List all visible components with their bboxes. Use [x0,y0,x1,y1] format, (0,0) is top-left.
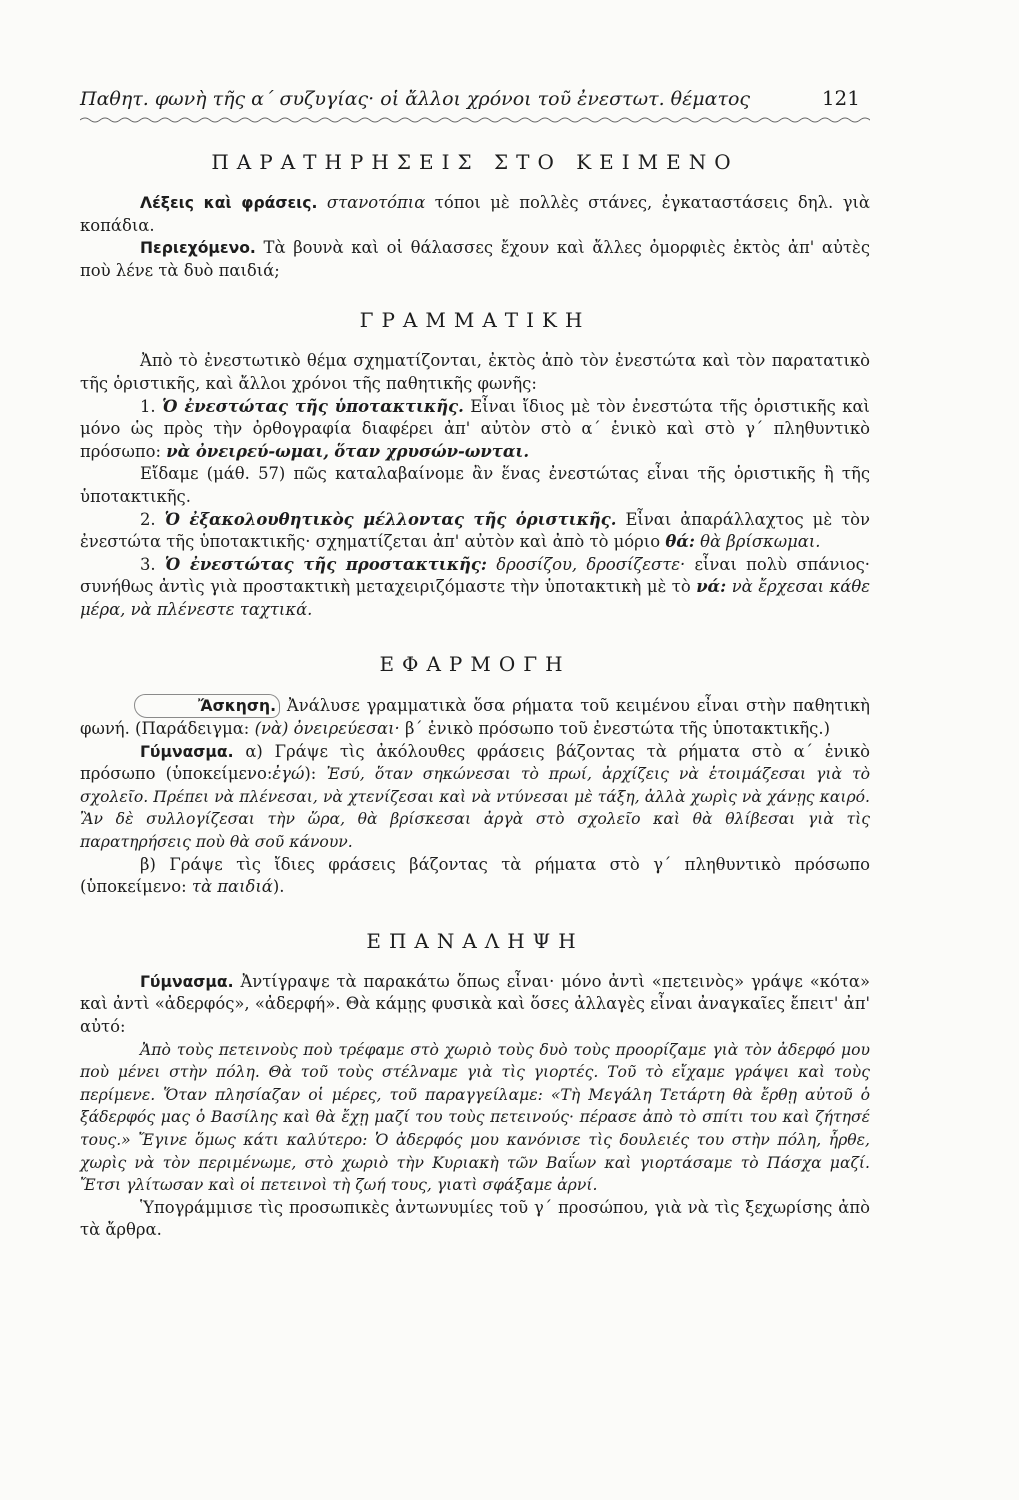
exercise-label: Ἄσκηση. [134,694,280,719]
grammar-intro: Ἀπὸ τὸ ἐνεστωτικὸ θέμα σχηματίζονται, ἐκτὸς ἀπὸ τὸν ἐνεστώτα καὶ τὸν παρατατικὸ τῆς ὁριστικῆς, καὶ ἄλλοι χρόνοι τῆς παθητικῆς φωνῆς: [80,351,870,393]
content-label: Περιεχόμενο. [140,239,256,258]
vocab-definition: τόποι μὲ πολλὲς στάνες, ἐγκαταστάσεις δηλ. γιὰ κοπάδια. [80,193,870,235]
drill-b-close: ). [272,877,285,897]
review-underline-task: Ὑπογράμμισε τὶς προσωπικὲς ἀντωνυμίες τοῦ γ΄ προσώπου, γιὰ νὰ τὶς ξεχωρίσης ἀπὸ τὰ ἄρθρα. [80,1197,870,1240]
running-header [80,88,870,118]
drill-a-text: α) Γράψε τὶς ἀκόλουθες φράσεις βάζοντας τὰ ρήματα στὸ α΄ ἑνικὸ πρόσωπο (ὑποκείμενο: [80,741,870,784]
item-3-example: δροσίζου, δροσίζεστε· [496,554,686,574]
drill-a-example: Ἐσύ, ὅταν σηκώνεσαι τὸ πρωί, ἀρχίζεις νὰ ἑτοιμάζεσαι γιὰ τὸ σχολεῖο. Πρέπει νὰ πλένεσαι, νὰ χτενίζεσαι καὶ νὰ ντύνεσαι μὲ τάξη, ἀλλὰ χωρὶς νὰ χάνῃς καιρό. Ἂν δὲ συλλογίζεσαι τὴν ὥρα, θὰ βρίσκεσαι ἀργὰ στὸ σχολεῖο καὶ θὰ θλίβεσαι γιὰ τὶς παρατηρήσεις ποὺ θὰ σοῦ κάνουν. [80,765,870,852]
grammar-item-2 [80,509,870,554]
page-number: 121 [821,86,860,110]
item-3-number: 3. [140,554,156,574]
section-title-review: ΕΠΑΝΑΛΗΨΗ [366,928,584,953]
item-2-particle: θά: [665,532,695,552]
review-drill [80,971,870,1039]
wavy-rule-ornament [80,116,870,124]
vocab-term: στανοτόπια [326,193,426,212]
item-1-example-2: ὅταν χρυσών-ωνται. [334,441,530,461]
drill-a-subject: ἐγώ [272,764,305,784]
review-passage: Ἀπὸ τοὺς πετεινοὺς ποὺ τρέφαμε στὸ χωριὸ τοὺς δυὸ τοὺς προορίζαμε γιὰ τὸν ἀδερφό μου ποὺ μένει στὴν πόλη. Θὰ τοῦ τοὺς στέλναμε γιὰ τὶς γιορτές. Τοῦ τὸ εἴχαμε γράψει καὶ τοὺς περίμενε. Ὅταν πλησίαζαν οἱ μέρες, τοῦ παραγγείλαμε: «Τὴ Μεγάλη Τετάρτη θὰ ἔρθῃ αὐτοῦ ὁ ξάδερφός μας ὁ Βασίλης καὶ θὰ ἔχῃ μαζί του τοὺς πετεινούς· πέρασε ἀπὸ τὸ σπίτι του καὶ ζήτησέ τους.» Ἔγινε ὅμως κάτι καλύτερο: Ὁ ἀδερφός μου κανόνισε τὶς δουλειές του στὴν πόλη, ἦρθε, χωρὶς νὰ τὸν περιμένωμε, στὸ χωριὸ τὴν Κυριακὴ τῶν Βαΐων καὶ γιορτάσαμε τὸ Πάσχα μαζί. Ἔτσι γλίτωσαν καὶ οἱ πετεινοὶ τὴ ζωή τους, γιατὶ σφάξαμε ἀρνί. [80,1040,870,1195]
item-3-heading: Ὁ ἐνεστώτας τῆς προστακτικῆς: [164,554,487,574]
content-text: Τὰ βουνὰ καὶ οἱ θάλασσες ἔχουν καὶ ἄλλες ὀμορφιὲς ἐκτὸς ἀπ' αὐτὲς ποὺ λένε τὰ δυὸ παιδιά; [80,238,871,280]
item-1-heading: Ὁ ἐνεστώτας τῆς ὑποτακτικῆς. [162,396,464,416]
section-title-notes: ΠΑΡΑΤΗΡΗΣΕΙΣ ΣΤΟ ΚΕΙΜΕΝΟ [211,150,739,174]
running-title: Παθητ. φωνὴ τῆς α΄ συζυγίας· οἱ ἄλλοι χρόνοι τοῦ ἐνεστωτ. θέματος [80,88,751,110]
exercise-rest: β΄ ἑνικὸ πρόσωπο τοῦ ἐνεστώτα τῆς ὑποτακτικῆς.) [404,719,830,739]
grammar-item-1-note: Εἴδαμε (μάθ. 57) πῶς καταλαβαίνομε ἂν ἕνας ἐνεστώτας εἶναι τῆς ὁριστικῆς ἢ τῆς ὑποτακτικῆς. [80,464,870,506]
drill-b [80,854,870,899]
item-3-examples: νὰ ἔρχεσαι κάθε μέρα, νὰ πλένεστε ταχτικά. [80,577,871,619]
item-2-example: θὰ βρίσκωμαι. [700,532,821,552]
grammar-item-3 [80,554,870,622]
item-1-example-1: νὰ ὀνειρεύ-ωμαι, [166,441,330,461]
page [80,88,870,1242]
item-1-text: Εἶναι ἴδιος μὲ τὸν ἐνεστώτα τῆς ὁριστικῆς καὶ μόνο ὡς πρὸς τὴν ὀρθογραφία διαφέρει ἀπ' αὐτὸν στὸ α΄ ἑνικὸ καὶ στὸ γ΄ πληθυντικὸ πρόσωπο: [80,396,870,461]
drill-b-subject: τὰ παιδιά [191,877,273,897]
exercise-example: (νὰ) ὀνειρεύεσαι· [254,719,400,739]
item-1-number: 1. [140,396,156,416]
item-2-text: Εἶναι ἀπαράλλαχτος μὲ τὸν ἐνεστώτα τῆς ὑποτακτικῆς· σχηματίζεται ἀπ' αὐτὸν καὶ ἀπὸ τὸ μόριο [80,509,870,552]
drill-a-close: ): [304,764,317,784]
notes-content [80,237,870,282]
item-2-number: 2. [140,509,156,529]
notes-vocabulary [80,192,870,237]
item-3-particle: νά: [696,577,727,597]
drill-a [80,741,870,854]
review-drill-label: Γύμνασμα. [140,972,234,991]
grammar-item-1 [80,396,870,464]
section-title-application: ΕΦΑΡΜΟΓΗ [379,651,571,676]
item-3-text: εἶναι πολὺ σπάνιος· συνήθως ἀντὶς γιὰ προστακτικὴ μεταχειριζόμαστε τὴν ὑποτακτικὴ μὲ τὸ [80,554,871,597]
item-2-heading: Ὁ ἐξακολουθητικὸς μέλλοντας τῆς ὁριστικῆς. [164,509,617,529]
drill-b-text: β) Γράψε τὶς ἴδιες φράσεις βάζοντας τὰ ρήματα στὸ γ΄ πληθυντικὸ πρόσωπο (ὑποκείμενο: [80,854,870,897]
vocab-label: Λέξεις καὶ φράσεις. [140,194,318,212]
exercise-analysis [80,694,870,741]
exercise-text: Ἀνάλυσε γραμματικὰ ὅσα ρήματα τοῦ κειμένου εἶναι στὴν παθητικὴ φωνή. (Παράδειγμα: [80,695,870,739]
section-title-grammar: ΓΡΑΜΜΑΤΙΚΗ [359,308,591,333]
drill-label: Γύμνασμα. [140,742,234,761]
review-drill-text: Ἀντίγραψε τὰ παρακάτω ὅπως εἶναι· μόνο ἀντὶ «πετεινὸς» γράψε «κότα» καὶ ἀντὶ «ἀδερφός», «ἀδερφή». Θὰ κάμῃς φυσικὰ καὶ ὅσες ἀλλαγὲς εἶναι ἀναγκαῖες ἔπειτ' ἀπ' αὐτό: [80,971,871,1037]
